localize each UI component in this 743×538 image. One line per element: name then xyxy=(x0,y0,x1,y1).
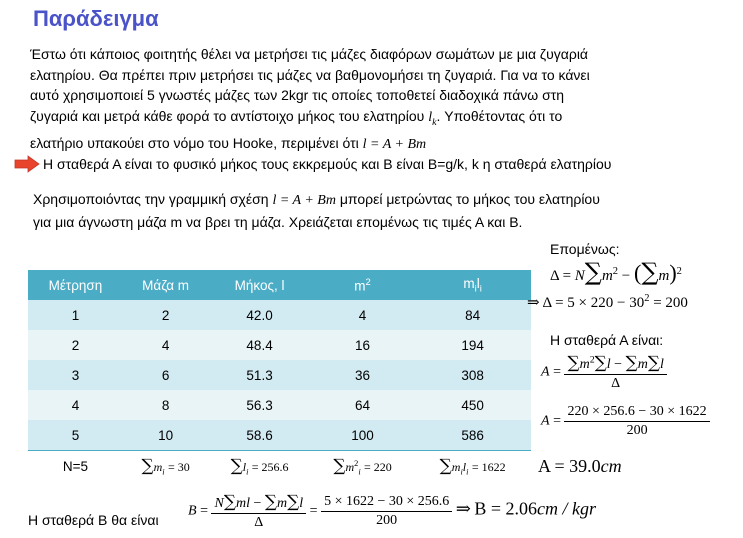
implies-arrow-icon: ⇒ xyxy=(527,295,540,311)
sum-n: N=5 xyxy=(28,451,123,483)
intro-line: ελατηρίου. Θα πρέπει πριν μετρήσει τις μάζες να βαθμονομήσει τη ζυγαριά. Για να το κάνει xyxy=(30,66,590,83)
cell-length: 56.3 xyxy=(208,390,311,420)
sum-m-times-l: $\sum m_il_i = 1622$ xyxy=(414,451,531,483)
hooke-formula: l = A + Bm xyxy=(362,136,427,152)
header-measurement: Μέτρηση xyxy=(28,270,123,300)
a-numeric: A = $\frac{220 \times 256.6 - 30 \times 1622}{200}$ xyxy=(541,404,710,439)
cell-m-squared: 100 xyxy=(311,420,414,451)
cell-mass: 6 xyxy=(123,360,208,390)
cell-measurement: 5 xyxy=(28,420,123,451)
intro-text: ζυγαριά και μετρά κάθε φορά το αντίστοιχο μήκος του ελατηρίου xyxy=(30,107,429,124)
intro-line xyxy=(30,106,730,133)
cell-length: 58.6 xyxy=(208,420,311,451)
cell-m-times-l: 308 xyxy=(414,360,531,390)
sum-m-squared: $\sum m^2_i = 220$ xyxy=(311,451,414,483)
cell-m-squared: 16 xyxy=(311,330,414,360)
sum-l: $\sum l_i = 256.6$ xyxy=(208,451,311,483)
red-arrow-icon xyxy=(14,155,40,173)
a-formula: A = $\frac{\sum m^2\sum l - \sum m\sum l}{\Delta}$ xyxy=(541,353,667,392)
cell-measurement: 1 xyxy=(28,300,123,330)
cell-measurement: 3 xyxy=(28,360,123,390)
header-length: Μήκος, l xyxy=(208,270,311,300)
header-m-times-l: $m_il_i$ xyxy=(414,270,531,300)
cell-length: 51.3 xyxy=(208,360,311,390)
intro-text: . Υποθέτοντας ότι το xyxy=(436,107,563,124)
header-mass: Μάζα m xyxy=(123,270,208,300)
intro-paragraph xyxy=(30,44,730,155)
cell-measurement: 4 xyxy=(28,390,123,420)
spring-length-subscript: k xyxy=(432,116,437,128)
usage-line: για μια άγνωστη μάζα m να βρει τη μάζα. Χρειάζεται επομένως τις τιμές Α και Β. xyxy=(33,213,523,230)
table-row xyxy=(28,420,531,451)
intro-line: αυτό χρησιμοποιεί 5 γνωστές μάζες των 2kgr τις οποίες τοποθετεί διαδοχικά πάνω στη xyxy=(30,87,565,103)
cell-m-times-l: 450 xyxy=(414,390,531,420)
cell-length: 42.0 xyxy=(208,300,311,330)
table-sum-row xyxy=(28,451,531,483)
table-row xyxy=(28,360,531,390)
cell-m-times-l: 194 xyxy=(414,330,531,360)
header-m-squared: $m^2$ xyxy=(311,270,414,300)
b-label: Η σταθερά Β θα είναι xyxy=(28,512,159,528)
sum-m: $\sum m_i = 30$ xyxy=(123,451,208,483)
page-title: Παράδειγμα xyxy=(33,6,159,31)
cell-m-squared: 4 xyxy=(311,300,414,330)
intro-line: Έστω ότι κάποιος φοιτητής θέλει να μετρήσει τις μάζες διαφόρων σωμάτων με μια ζυγαριά xyxy=(30,46,589,62)
cell-m-times-l: 586 xyxy=(414,420,531,451)
usage-paragraph xyxy=(33,189,600,232)
implies-arrow-icon: ⇒ xyxy=(455,498,471,519)
cell-m-squared: 36 xyxy=(311,360,414,390)
cell-length: 48.4 xyxy=(208,330,311,360)
cell-mass: 8 xyxy=(123,390,208,420)
cell-mass: 4 xyxy=(123,330,208,360)
cell-mass: 2 xyxy=(123,300,208,330)
therefore-label: Επομένως: xyxy=(550,241,620,257)
spring-length-symbol: l xyxy=(428,109,433,125)
cell-measurement: 2 xyxy=(28,330,123,360)
usage-text: μπορεί μετρώντας το μήκος του ελατηρίου xyxy=(335,191,600,207)
cell-mass: 10 xyxy=(123,420,208,451)
b-formula: B = $\frac{N\sum ml - \sum m\sum l}{\Delta}$ = $\frac{5 \times 1622 - 30 \times 256.6}{200}$ ⇒ B = 2.06cm / kgr xyxy=(188,492,596,530)
bullet-text: Η σταθερά Α είναι το φυσικό μήκος τους εκκρεμούς και Β είναι B=g/k, k η σταθερά ελατηρίου xyxy=(43,156,612,172)
table-row xyxy=(28,300,531,330)
table-row xyxy=(28,330,531,360)
delta-formula: $\Delta = N\sum m^2 - (\sum m)^2$ xyxy=(550,258,682,286)
a-result: A = 39.0cm xyxy=(538,456,622,476)
cell-m-squared: 64 xyxy=(311,390,414,420)
usage-text: Χρησιμοποιόντας την γραμμική σχέση xyxy=(33,191,273,207)
intro-line xyxy=(30,133,730,156)
table-row xyxy=(28,390,531,420)
intro-text: ελατήριο υπακούει στο νόμο του Hooke, περιμένει ότι xyxy=(30,134,363,151)
measurement-table xyxy=(28,270,531,482)
delta-value: ⇒ $\Delta = 5 \times 220 - 30^2 = 200$ xyxy=(527,293,688,311)
usage-line xyxy=(33,189,600,212)
table-header-row xyxy=(28,270,531,300)
a-label: Η σταθερά Α είναι: xyxy=(550,332,664,348)
linear-formula: l = A + Bm xyxy=(272,193,336,208)
cell-m-times-l: 84 xyxy=(414,300,531,330)
